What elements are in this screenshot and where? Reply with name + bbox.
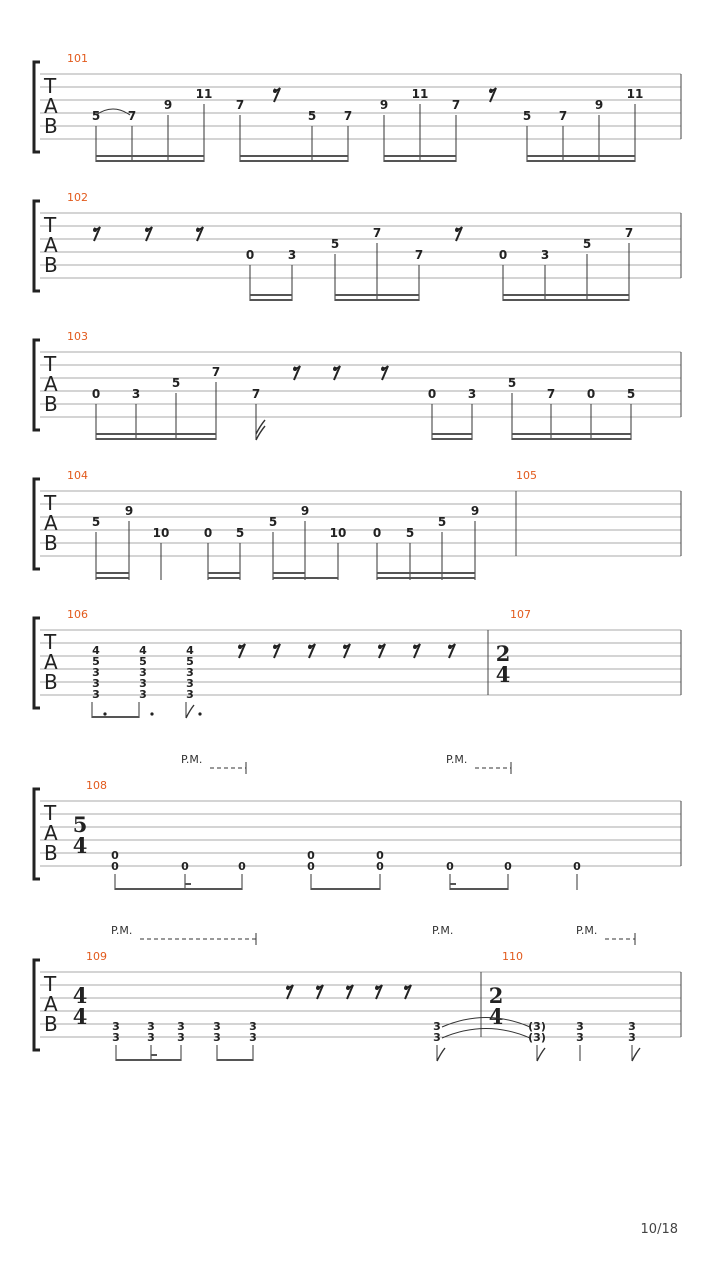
fret-number: 7 — [211, 365, 221, 379]
fret-number: 4 — [92, 644, 100, 657]
fret-number: 5 — [186, 655, 194, 668]
fret-number: 0 — [376, 849, 384, 862]
bar-number-101: 101 — [67, 52, 88, 65]
tab-letter-b: B — [44, 670, 58, 694]
fret-number: 0 — [203, 526, 213, 540]
page-number: 10/18 — [640, 1222, 678, 1237]
fret-number: 5 — [139, 655, 147, 668]
flag-icon — [437, 1048, 445, 1061]
time-signature-numerator: 2 — [495, 641, 511, 666]
fret-number: 10 — [152, 526, 170, 540]
fret-number: 5 — [91, 515, 101, 529]
fret-number: 3 — [177, 1031, 185, 1044]
fret-number: 5 — [437, 515, 447, 529]
fret-number: 5 — [91, 109, 101, 123]
system-3 — [34, 330, 681, 440]
fret-number: 0 — [238, 860, 246, 873]
tab-letter-t: T — [44, 491, 57, 515]
tab-letter-t: T — [44, 213, 57, 237]
bar-number-103: 103 — [67, 330, 88, 343]
tab-letter-a: A — [44, 233, 58, 257]
palm-mute-label: P.M. — [181, 753, 203, 766]
fret-number: 3 — [576, 1031, 584, 1044]
fret-number: 3 — [112, 1031, 120, 1044]
flag-icon — [186, 705, 194, 718]
fret-number: 0 — [446, 860, 454, 873]
fret-number: 5 — [582, 237, 592, 251]
fret-number: 3 — [147, 1020, 155, 1033]
fret-number: 3 — [139, 677, 147, 690]
system-4 — [34, 469, 681, 580]
rest-icon — [316, 985, 323, 999]
fret-number: 0 — [427, 387, 437, 401]
fret-number: 0 — [498, 248, 508, 262]
fret-number: 3 — [467, 387, 477, 401]
tab-letter-a: A — [44, 992, 58, 1016]
fret-number: 0 — [307, 860, 315, 873]
fret-number: 3 — [576, 1020, 584, 1033]
fret-number: 5 — [268, 515, 278, 529]
tab-letter-t: T — [44, 352, 57, 376]
system-7 — [34, 924, 681, 1061]
fret-number: 5 — [507, 376, 517, 390]
fret-number: 7 — [251, 387, 261, 401]
fret-number: 3 — [433, 1031, 441, 1044]
palm-mute-label: P.M. — [111, 924, 133, 937]
fret-number: 7 — [546, 387, 556, 401]
fret-number: 3 — [186, 677, 194, 690]
fret-number: 3 — [131, 387, 141, 401]
bar-number-110: 110 — [502, 950, 523, 963]
tab-letter-b: B — [44, 114, 58, 138]
time-signature-denominator: 4 — [72, 833, 88, 858]
tab-letter-t: T — [44, 801, 57, 825]
fret-number: 7 — [372, 226, 382, 240]
tab-letter-a: A — [44, 372, 58, 396]
fret-number: 7 — [558, 109, 568, 123]
tab-letter-b: B — [44, 531, 58, 555]
rest-icon — [404, 985, 411, 999]
fret-number: 7 — [235, 98, 245, 112]
tab-letter-a: A — [44, 821, 58, 845]
tab-letter-t: T — [44, 630, 57, 654]
fret-number: 5 — [171, 376, 181, 390]
time-signature-denominator: 4 — [488, 1004, 504, 1029]
fret-number: 3 — [213, 1020, 221, 1033]
fret-number: 5 — [330, 237, 340, 251]
fret-number: 5 — [405, 526, 415, 540]
bar-number-109: 109 — [86, 950, 107, 963]
fret-number: 0 — [376, 860, 384, 873]
fret-number: 3 — [186, 688, 194, 701]
fret-number: 0 — [111, 860, 119, 873]
fret-number: 7 — [343, 109, 353, 123]
bar-number-105: 105 — [516, 469, 537, 482]
fret-number: 7 — [414, 248, 424, 262]
rest-icon — [346, 985, 353, 999]
slur — [96, 109, 130, 115]
time-signature-numerator: 4 — [72, 983, 88, 1008]
fret-number: 3 — [112, 1020, 120, 1033]
fret-number: 5 — [307, 109, 317, 123]
system-1 — [34, 52, 681, 162]
tab-letter-b: B — [44, 841, 58, 865]
fret-number: 3 — [92, 677, 100, 690]
fret-number: 0 — [573, 860, 581, 873]
palm-mute-label: P.M. — [446, 753, 468, 766]
tab-letter-b: B — [44, 1012, 58, 1036]
bar-number-104: 104 — [67, 469, 88, 482]
fret-number: 0 — [307, 849, 315, 862]
fret-number: 0 — [111, 849, 119, 862]
palm-mute-label: P.M. — [432, 924, 454, 937]
fret-number: 7 — [127, 109, 137, 123]
fret-number: 0 — [91, 387, 101, 401]
fret-number: 3 — [628, 1031, 636, 1044]
fret-number: 5 — [92, 655, 100, 668]
time-signature-numerator: 5 — [72, 812, 88, 837]
flag-icon — [256, 420, 265, 440]
bar-number-107: 107 — [510, 608, 531, 621]
fret-number: 3 — [139, 688, 147, 701]
fret-number: 3 — [186, 666, 194, 679]
fret-number: 9 — [470, 504, 480, 518]
tab-letter-a: A — [44, 650, 58, 674]
flag-icon — [632, 1048, 640, 1061]
fret-number: 0 — [504, 860, 512, 873]
fret-number: 3 — [92, 688, 100, 701]
fret-number: (3) — [528, 1031, 546, 1044]
fret-number: 11 — [626, 87, 644, 101]
fret-number: 3 — [213, 1031, 221, 1044]
bar-number-106: 106 — [67, 608, 88, 621]
tab-letter-b: B — [44, 253, 58, 277]
fret-number: 0 — [181, 860, 189, 873]
fret-number: (3) — [528, 1020, 546, 1033]
fret-number: 9 — [124, 504, 134, 518]
fret-number: 3 — [287, 248, 297, 262]
system-6 — [34, 753, 681, 890]
fret-number: 0 — [245, 248, 255, 262]
fret-number: 3 — [249, 1020, 257, 1033]
bar-number-102: 102 — [67, 191, 88, 204]
flag-icon — [537, 1048, 545, 1061]
tie — [442, 1018, 530, 1028]
fret-number: 5 — [235, 526, 245, 540]
palm-mute-label: P.M. — [576, 924, 598, 937]
tab-letter-t: T — [44, 972, 57, 996]
fret-number: 3 — [92, 666, 100, 679]
fret-number: 11 — [411, 87, 429, 101]
fret-number: 9 — [300, 504, 310, 518]
time-signature-numerator: 2 — [488, 983, 504, 1008]
bar-number-108: 108 — [86, 779, 107, 792]
fret-number: 11 — [195, 87, 213, 101]
fret-number: 4 — [186, 644, 194, 657]
fret-number: 3 — [147, 1031, 155, 1044]
system-5 — [34, 608, 681, 718]
tab-letter-a: A — [44, 511, 58, 535]
time-signature-denominator: 4 — [495, 662, 511, 687]
tab-letter-t: T — [44, 74, 57, 98]
rest-icon — [375, 985, 382, 999]
rest-icon — [286, 985, 293, 999]
fret-number: 3 — [177, 1020, 185, 1033]
fret-number: 3 — [628, 1020, 636, 1033]
fret-number: 4 — [139, 644, 147, 657]
fret-number: 9 — [163, 98, 173, 112]
tab-letter-b: B — [44, 392, 58, 416]
fret-number: 9 — [379, 98, 389, 112]
fret-number: 5 — [626, 387, 636, 401]
fret-number: 0 — [372, 526, 382, 540]
system-2 — [34, 191, 681, 301]
fret-number: 3 — [249, 1031, 257, 1044]
fret-number: 10 — [329, 526, 347, 540]
time-signature-denominator: 4 — [72, 1004, 88, 1029]
fret-number: 7 — [624, 226, 634, 240]
fret-number: 3 — [540, 248, 550, 262]
fret-number: 7 — [451, 98, 461, 112]
fret-number: 5 — [522, 109, 532, 123]
fret-number: 0 — [586, 387, 596, 401]
fret-number: 9 — [594, 98, 604, 112]
tab-letter-a: A — [44, 94, 58, 118]
fret-number: 3 — [139, 666, 147, 679]
fret-number: 3 — [433, 1020, 441, 1033]
